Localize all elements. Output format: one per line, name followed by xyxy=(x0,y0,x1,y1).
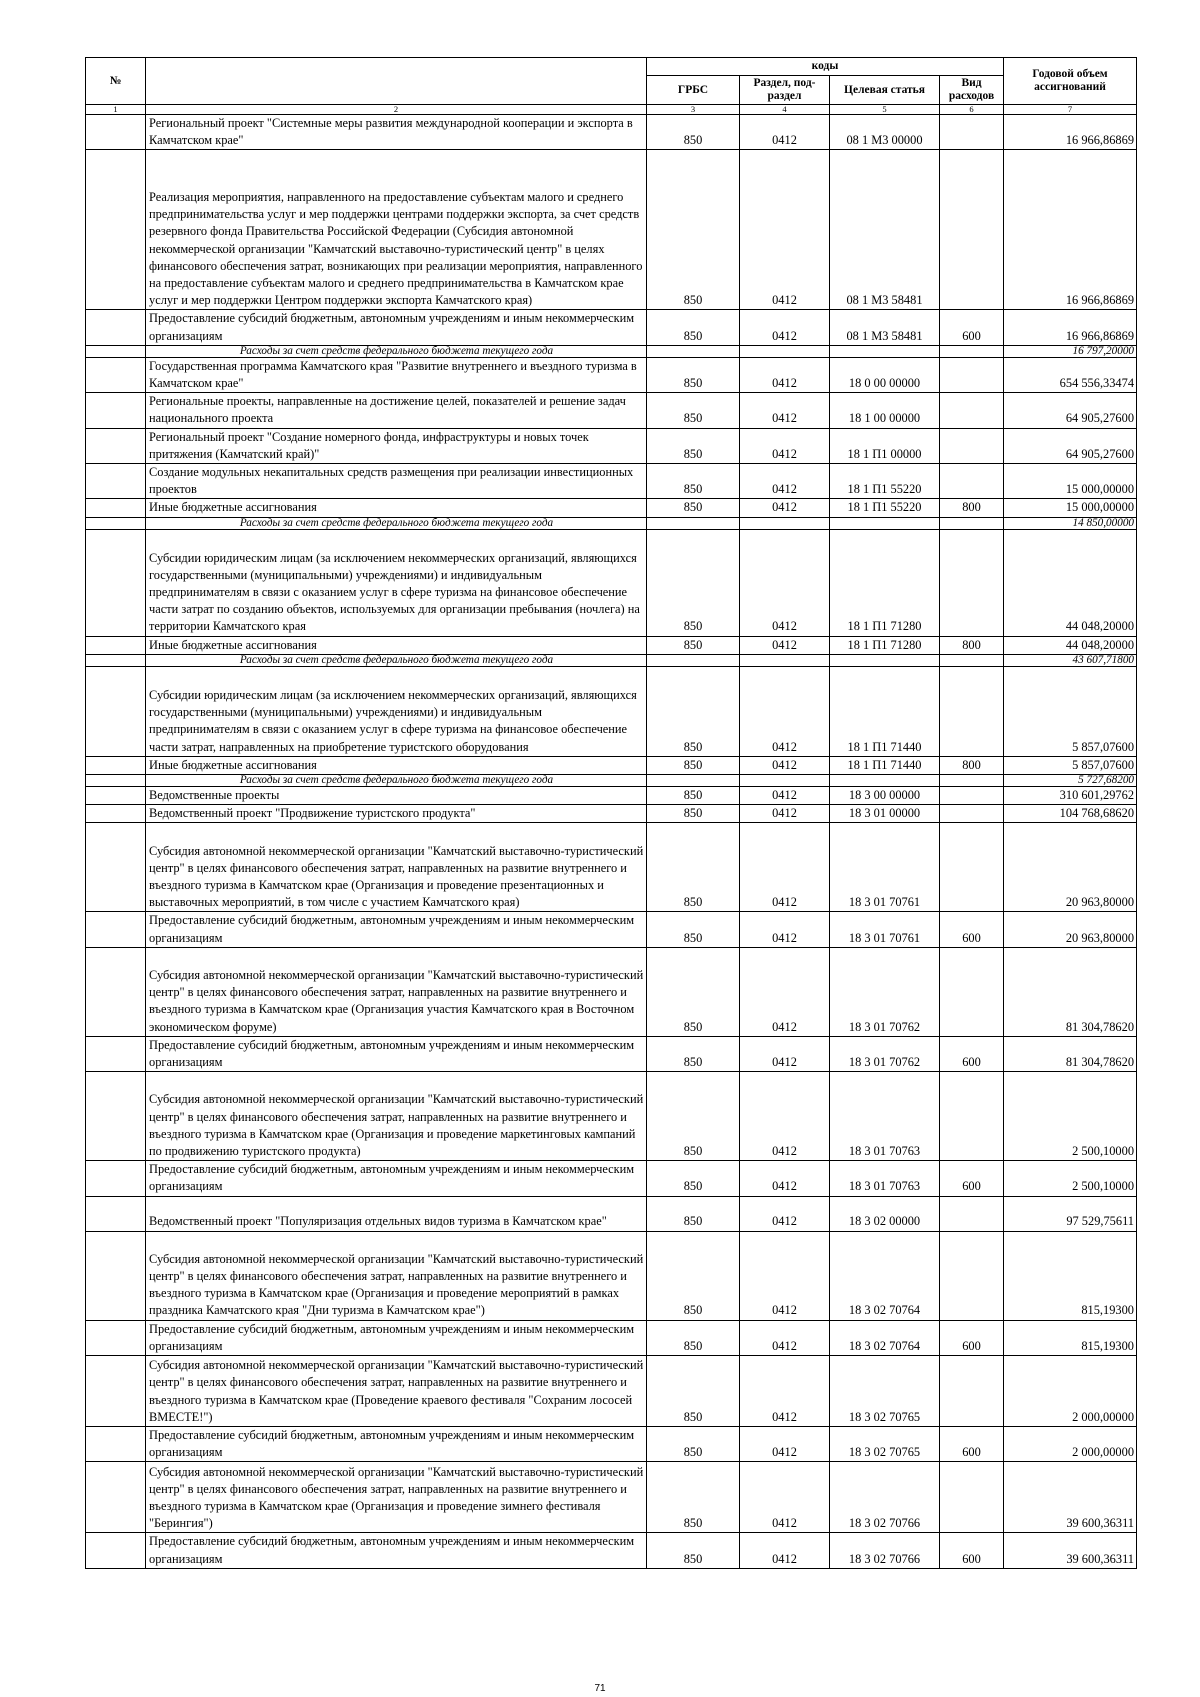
expense-type-cell xyxy=(940,1462,1004,1533)
razdel-cell xyxy=(740,775,830,787)
table-row xyxy=(86,1161,1137,1196)
grbs-cell: 850 xyxy=(647,464,740,499)
target-article-cell: 18 3 02 70765 xyxy=(830,1427,940,1462)
amount-cell: 5 857,07600 xyxy=(1004,756,1137,774)
expense-type-cell xyxy=(940,393,1004,428)
grbs-cell: 850 xyxy=(647,310,740,345)
row-number-cell xyxy=(86,912,146,947)
item-name-cell: Субсидии юридическим лицам (за исключением некоммерческих организаций, являющихся государственными (муниципальными) учреждениями) и индивидуальным предпринимателям в связи с оказанием услуг в сфере туризма на финансовое обеспечение части затрат, направленных на приобретение туристского оборудования xyxy=(146,666,647,756)
column-number: 1 xyxy=(86,105,146,115)
razdel-cell: 0412 xyxy=(740,1320,830,1355)
amount-cell: 20 963,80000 xyxy=(1004,912,1137,947)
razdel-cell: 0412 xyxy=(740,1196,830,1231)
row-number-cell xyxy=(86,1356,146,1427)
row-number-cell xyxy=(86,823,146,912)
amount-cell: 81 304,78620 xyxy=(1004,947,1137,1036)
row-number-cell xyxy=(86,636,146,654)
expense-type-cell xyxy=(940,947,1004,1036)
federal-budget-row xyxy=(86,517,1137,529)
amount-cell: 97 529,75611 xyxy=(1004,1196,1137,1231)
amount-cell: 310 601,29762 xyxy=(1004,787,1137,805)
row-number-cell xyxy=(86,775,146,787)
item-name-cell: Иные бюджетные ассигнования xyxy=(146,636,647,654)
table-row xyxy=(86,1320,1137,1355)
table-row xyxy=(86,357,1137,392)
table-row xyxy=(86,1231,1137,1320)
razdel-cell: 0412 xyxy=(740,499,830,517)
item-name-cell: Региональный проект "Создание номерного фонда, инфраструктуры и новых точек притяжения (Камчатский край)" xyxy=(146,428,647,463)
expense-type-cell xyxy=(940,115,1004,150)
target-article-cell: 18 1 П1 55220 xyxy=(830,464,940,499)
amount-cell: 16 966,86869 xyxy=(1004,150,1137,310)
column-number: 2 xyxy=(146,105,647,115)
amount-cell: 15 000,00000 xyxy=(1004,464,1137,499)
razdel-cell: 0412 xyxy=(740,787,830,805)
expense-type-cell xyxy=(940,775,1004,787)
razdel-cell: 0412 xyxy=(740,805,830,823)
razdel-cell xyxy=(740,345,830,357)
expense-type-cell xyxy=(940,345,1004,357)
grbs-cell: 850 xyxy=(647,1161,740,1196)
grbs-cell: 850 xyxy=(647,823,740,912)
row-number-cell xyxy=(86,428,146,463)
column-number: 5 xyxy=(830,105,940,115)
target-article-cell: 08 1 M3 58481 xyxy=(830,150,940,310)
item-name-cell: Государственная программа Камчатского края "Развитие внутреннего и въездного туризма в Камчатском крае" xyxy=(146,357,647,392)
row-number-cell xyxy=(86,666,146,756)
razdel-cell: 0412 xyxy=(740,1072,830,1161)
amount-cell: 2 000,00000 xyxy=(1004,1427,1137,1462)
target-article-cell: 18 1 П1 71440 xyxy=(830,666,940,756)
table-row xyxy=(86,428,1137,463)
amount-cell: 16 966,86869 xyxy=(1004,115,1137,150)
table-row xyxy=(86,666,1137,756)
grbs-cell: 850 xyxy=(647,1072,740,1161)
target-article-cell: 18 3 00 00000 xyxy=(830,787,940,805)
amount-cell: 2 500,10000 xyxy=(1004,1161,1137,1196)
header-annual-volume: Годовой объем ассигнований xyxy=(1004,58,1137,105)
item-name-cell: Расходы за счет средств федерального бюджета текущего года xyxy=(146,517,647,529)
amount-cell: 14 850,00000 xyxy=(1004,517,1137,529)
grbs-cell xyxy=(647,654,740,666)
item-name-cell: Предоставление субсидий бюджетным, автономным учреждениям и иным некоммерческим организациям xyxy=(146,310,647,345)
amount-cell: 16 797,20000 xyxy=(1004,345,1137,357)
column-number: 7 xyxy=(1004,105,1137,115)
item-name-cell: Субсидия автономной некоммерческой организации "Камчатский выставочно-туристический центр" в целях финансового обеспечения затрат, направленных на развитие внутреннего и въездного туризма в Камчатском крае (Организация и проведение презентационных и выставочных мероприятий, в том числе с участием Камчатского края) xyxy=(146,823,647,912)
page-number: 71 xyxy=(594,1683,606,1694)
grbs-cell: 850 xyxy=(647,805,740,823)
table-row xyxy=(86,115,1137,150)
razdel-cell: 0412 xyxy=(740,1356,830,1427)
header-codes: коды xyxy=(647,58,1004,76)
row-number-cell xyxy=(86,1196,146,1231)
target-article-cell: 18 3 02 00000 xyxy=(830,1196,940,1231)
grbs-cell: 850 xyxy=(647,912,740,947)
razdel-cell xyxy=(740,517,830,529)
column-number: 6 xyxy=(940,105,1004,115)
column-number: 3 xyxy=(647,105,740,115)
amount-cell: 39 600,36311 xyxy=(1004,1462,1137,1533)
header-target-article: Целевая статья xyxy=(830,76,940,105)
razdel-cell: 0412 xyxy=(740,912,830,947)
row-number-cell xyxy=(86,787,146,805)
budget-table-container xyxy=(85,57,1136,1569)
target-article-cell: 18 3 01 70763 xyxy=(830,1161,940,1196)
amount-cell: 43 607,71800 xyxy=(1004,654,1137,666)
target-article-cell: 18 3 01 70762 xyxy=(830,1036,940,1071)
expense-type-cell xyxy=(940,1196,1004,1231)
expense-type-cell xyxy=(940,428,1004,463)
item-name-cell: Расходы за счет средств федерального бюджета текущего года xyxy=(146,775,647,787)
amount-cell: 64 905,27600 xyxy=(1004,428,1137,463)
expense-type-cell xyxy=(940,1356,1004,1427)
amount-cell: 44 048,20000 xyxy=(1004,636,1137,654)
table-row xyxy=(86,464,1137,499)
header-grbs: ГРБС xyxy=(647,76,740,105)
target-article-cell: 08 1 M3 00000 xyxy=(830,115,940,150)
grbs-cell: 850 xyxy=(647,756,740,774)
grbs-cell: 850 xyxy=(647,666,740,756)
expense-type-cell: 800 xyxy=(940,499,1004,517)
row-number-cell xyxy=(86,1427,146,1462)
expense-type-cell xyxy=(940,1072,1004,1161)
target-article-cell: 18 0 00 00000 xyxy=(830,357,940,392)
amount-cell: 815,19300 xyxy=(1004,1320,1137,1355)
row-number-cell xyxy=(86,357,146,392)
razdel-cell: 0412 xyxy=(740,756,830,774)
grbs-cell: 850 xyxy=(647,115,740,150)
razdel-cell: 0412 xyxy=(740,464,830,499)
row-number-cell xyxy=(86,756,146,774)
target-article-cell: 18 3 01 70761 xyxy=(830,912,940,947)
expense-type-cell: 600 xyxy=(940,1320,1004,1355)
target-article-cell: 18 3 02 70765 xyxy=(830,1356,940,1427)
grbs-cell: 850 xyxy=(647,1462,740,1533)
amount-cell: 654 556,33474 xyxy=(1004,357,1137,392)
razdel-cell: 0412 xyxy=(740,428,830,463)
razdel-cell: 0412 xyxy=(740,1161,830,1196)
target-article-cell: 18 3 01 70761 xyxy=(830,823,940,912)
federal-budget-row xyxy=(86,654,1137,666)
table-row xyxy=(86,1072,1137,1161)
column-number: 4 xyxy=(740,105,830,115)
razdel-cell: 0412 xyxy=(740,1036,830,1071)
item-name-cell: Региональный проект "Системные меры развития международной кооперации и экспорта в Камчатском крае" xyxy=(146,115,647,150)
expense-type-cell xyxy=(940,517,1004,529)
grbs-cell: 850 xyxy=(647,393,740,428)
row-number-cell xyxy=(86,310,146,345)
table-row xyxy=(86,1533,1137,1568)
expense-type-cell xyxy=(940,805,1004,823)
table-row xyxy=(86,1036,1137,1071)
target-article-cell: 18 3 02 70766 xyxy=(830,1462,940,1533)
expense-type-cell xyxy=(940,787,1004,805)
row-number-cell xyxy=(86,1161,146,1196)
expense-type-cell xyxy=(940,464,1004,499)
grbs-cell: 850 xyxy=(647,1036,740,1071)
grbs-cell: 850 xyxy=(647,529,740,636)
target-article-cell: 18 1 П1 71440 xyxy=(830,756,940,774)
item-name-cell: Субсидия автономной некоммерческой организации "Камчатский выставочно-туристический центр" в целях финансового обеспечения затрат, направленных на развитие внутреннего и въездного туризма в Камчатском крае (Организация и проведение зимнего фестиваля "Берингия") xyxy=(146,1462,647,1533)
table-row xyxy=(86,636,1137,654)
grbs-cell: 850 xyxy=(647,150,740,310)
target-article-cell xyxy=(830,517,940,529)
item-name-cell: Создание модульных некапитальных средств размещения при реализации инвестиционных проектов xyxy=(146,464,647,499)
item-name-cell: Региональные проекты, направленные на достижение целей, показателей и решение задач национального проекта xyxy=(146,393,647,428)
row-number-cell xyxy=(86,1231,146,1320)
item-name-cell: Предоставление субсидий бюджетным, автономным учреждениям и иным некоммерческим организациям xyxy=(146,1320,647,1355)
row-number-cell xyxy=(86,1072,146,1161)
target-article-cell: 18 3 01 70763 xyxy=(830,1072,940,1161)
grbs-cell: 850 xyxy=(647,1356,740,1427)
header-name xyxy=(146,58,647,105)
razdel-cell: 0412 xyxy=(740,115,830,150)
expense-type-cell: 600 xyxy=(940,1427,1004,1462)
razdel-cell: 0412 xyxy=(740,310,830,345)
row-number-cell xyxy=(86,464,146,499)
grbs-cell: 850 xyxy=(647,357,740,392)
expense-type-cell xyxy=(940,823,1004,912)
target-article-cell: 08 1 M3 58481 xyxy=(830,310,940,345)
item-name-cell: Иные бюджетные ассигнования xyxy=(146,756,647,774)
expense-type-cell: 600 xyxy=(940,912,1004,947)
target-article-cell xyxy=(830,775,940,787)
grbs-cell: 850 xyxy=(647,1427,740,1462)
target-article-cell: 18 1 П1 55220 xyxy=(830,499,940,517)
grbs-cell: 850 xyxy=(647,428,740,463)
amount-cell: 20 963,80000 xyxy=(1004,823,1137,912)
table-row xyxy=(86,1427,1137,1462)
grbs-cell: 850 xyxy=(647,636,740,654)
item-name-cell: Субсидии юридическим лицам (за исключением некоммерческих организаций, являющихся государственными (муниципальными) учреждениями) и индивидуальным предпринимателям в связи с оказанием услуг в сфере туризма на финансовое обеспечение части затрат по созданию объектов, используемых для организации пребывания (ночлега) на территории Камчатского края xyxy=(146,529,647,636)
target-article-cell: 18 3 02 70764 xyxy=(830,1320,940,1355)
expense-type-cell xyxy=(940,654,1004,666)
razdel-cell: 0412 xyxy=(740,357,830,392)
table-row xyxy=(86,150,1137,310)
amount-cell: 2 000,00000 xyxy=(1004,1356,1137,1427)
target-article-cell xyxy=(830,654,940,666)
amount-cell: 815,19300 xyxy=(1004,1231,1137,1320)
table-body xyxy=(86,115,1137,1569)
table-row xyxy=(86,1196,1137,1231)
item-name-cell: Расходы за счет средств федерального бюджета текущего года xyxy=(146,345,647,357)
grbs-cell xyxy=(647,775,740,787)
amount-cell: 15 000,00000 xyxy=(1004,499,1137,517)
grbs-cell: 850 xyxy=(647,1320,740,1355)
target-article-cell: 18 1 00 00000 xyxy=(830,393,940,428)
target-article-cell: 18 3 01 70762 xyxy=(830,947,940,1036)
razdel-cell xyxy=(740,654,830,666)
expense-type-cell xyxy=(940,529,1004,636)
grbs-cell xyxy=(647,345,740,357)
item-name-cell: Ведомственный проект "Популяризация отдельных видов туризма в Камчатском крае" xyxy=(146,1196,647,1231)
grbs-cell xyxy=(647,517,740,529)
target-article-cell: 18 1 П1 00000 xyxy=(830,428,940,463)
header-num: № xyxy=(86,58,146,105)
amount-cell: 16 966,86869 xyxy=(1004,310,1137,345)
item-name-cell: Ведомственные проекты xyxy=(146,787,647,805)
table-row xyxy=(86,1462,1137,1533)
row-number-cell xyxy=(86,1036,146,1071)
table-row xyxy=(86,947,1137,1036)
table-row xyxy=(86,823,1137,912)
column-number-row xyxy=(86,105,1137,115)
row-number-cell xyxy=(86,1462,146,1533)
table-row xyxy=(86,529,1137,636)
item-name-cell: Реализация мероприятия, направленного на предоставление субъектам малого и среднего предпринимательства услуг и мер поддержки центрами поддержки экспорта, за счет средств резервного фонда Правительства Российской Федерации (Субсидия автономной некоммерческой организации "Камчатский выставочно-туристический центр" в целях финансового обеспечения затрат, возникающих при реализации мероприятия, направленного на предоставление субъектам малого и среднего предпринимательства в Камчатском крае услуг и мер поддержки Центром поддержки экспорта Камчатского края) xyxy=(146,150,647,310)
item-name-cell: Субсидия автономной некоммерческой организации "Камчатский выставочно-туристический центр" в целях финансового обеспечения затрат, направленных на развитие внутреннего и въездного туризма в Камчатском крае (Организация и проведение мероприятий в рамках праздника Камчатского края "Дни туризма в Камчатском крае") xyxy=(146,1231,647,1320)
razdel-cell: 0412 xyxy=(740,823,830,912)
header-expense-type: Вид расходов xyxy=(940,76,1004,105)
razdel-cell: 0412 xyxy=(740,1231,830,1320)
federal-budget-row xyxy=(86,775,1137,787)
item-name-cell: Предоставление субсидий бюджетным, автономным учреждениям и иным некоммерческим организациям xyxy=(146,1036,647,1071)
item-name-cell: Предоставление субсидий бюджетным, автономным учреждениям и иным некоммерческим организациям xyxy=(146,912,647,947)
expense-type-cell: 600 xyxy=(940,1161,1004,1196)
razdel-cell: 0412 xyxy=(740,1427,830,1462)
item-name-cell: Субсидия автономной некоммерческой организации "Камчатский выставочно-туристический центр" в целях финансового обеспечения затрат, направленных на развитие внутреннего и въездного туризма в Камчатском крае (Организация участия Камчатского края в Восточном экономическом форуме) xyxy=(146,947,647,1036)
expense-type-cell: 800 xyxy=(940,636,1004,654)
row-number-cell xyxy=(86,654,146,666)
razdel-cell: 0412 xyxy=(740,666,830,756)
row-number-cell xyxy=(86,805,146,823)
table-row xyxy=(86,805,1137,823)
item-name-cell: Предоставление субсидий бюджетным, автономным учреждениям и иным некоммерческим организациям xyxy=(146,1427,647,1462)
row-number-cell xyxy=(86,150,146,310)
table-row xyxy=(86,756,1137,774)
razdel-cell: 0412 xyxy=(740,636,830,654)
item-name-cell: Иные бюджетные ассигнования xyxy=(146,499,647,517)
amount-cell: 5 857,07600 xyxy=(1004,666,1137,756)
budget-table xyxy=(85,57,1137,1569)
amount-cell: 81 304,78620 xyxy=(1004,1036,1137,1071)
row-number-cell xyxy=(86,499,146,517)
expense-type-cell xyxy=(940,357,1004,392)
target-article-cell: 18 3 02 70764 xyxy=(830,1231,940,1320)
grbs-cell: 850 xyxy=(647,499,740,517)
razdel-cell: 0412 xyxy=(740,947,830,1036)
row-number-cell xyxy=(86,345,146,357)
target-article-cell: 18 1 П1 71280 xyxy=(830,636,940,654)
row-number-cell xyxy=(86,517,146,529)
item-name-cell: Ведомственный проект "Продвижение туристского продукта" xyxy=(146,805,647,823)
razdel-cell: 0412 xyxy=(740,529,830,636)
target-article-cell: 18 1 П1 71280 xyxy=(830,529,940,636)
table-row xyxy=(86,912,1137,947)
row-number-cell xyxy=(86,393,146,428)
razdel-cell: 0412 xyxy=(740,393,830,428)
table-row xyxy=(86,1356,1137,1427)
amount-cell: 2 500,10000 xyxy=(1004,1072,1137,1161)
row-number-cell xyxy=(86,1320,146,1355)
target-article-cell xyxy=(830,345,940,357)
target-article-cell: 18 3 01 00000 xyxy=(830,805,940,823)
table-row xyxy=(86,499,1137,517)
razdel-cell: 0412 xyxy=(740,1533,830,1568)
amount-cell: 44 048,20000 xyxy=(1004,529,1137,636)
target-article-cell: 18 3 02 70766 xyxy=(830,1533,940,1568)
expense-type-cell xyxy=(940,1231,1004,1320)
table-row xyxy=(86,393,1137,428)
amount-cell: 5 727,68200 xyxy=(1004,775,1137,787)
row-number-cell xyxy=(86,115,146,150)
expense-type-cell xyxy=(940,150,1004,310)
table-header xyxy=(86,58,1137,115)
table-row xyxy=(86,310,1137,345)
row-number-cell xyxy=(86,1533,146,1568)
header-razdel: Раздел, под-раздел xyxy=(740,76,830,105)
grbs-cell: 850 xyxy=(647,1231,740,1320)
expense-type-cell: 600 xyxy=(940,310,1004,345)
amount-cell: 104 768,68620 xyxy=(1004,805,1137,823)
razdel-cell: 0412 xyxy=(740,150,830,310)
amount-cell: 64 905,27600 xyxy=(1004,393,1137,428)
amount-cell: 39 600,36311 xyxy=(1004,1533,1137,1568)
federal-budget-row xyxy=(86,345,1137,357)
expense-type-cell: 600 xyxy=(940,1533,1004,1568)
item-name-cell: Субсидия автономной некоммерческой организации "Камчатский выставочно-туристический центр" в целях финансового обеспечения затрат, направленных на развитие внутреннего и въездного туризма в Камчатском крае (Организация и проведение маркетинговых кампаний по продвижению туристского продукта) xyxy=(146,1072,647,1161)
grbs-cell: 850 xyxy=(647,1533,740,1568)
item-name-cell: Предоставление субсидий бюджетным, автономным учреждениям и иным некоммерческим организациям xyxy=(146,1161,647,1196)
razdel-cell: 0412 xyxy=(740,1462,830,1533)
grbs-cell: 850 xyxy=(647,787,740,805)
table-row xyxy=(86,787,1137,805)
grbs-cell: 850 xyxy=(647,1196,740,1231)
expense-type-cell xyxy=(940,666,1004,756)
item-name-cell: Предоставление субсидий бюджетным, автономным учреждениям и иным некоммерческим организациям xyxy=(146,1533,647,1568)
item-name-cell: Расходы за счет средств федерального бюджета текущего года xyxy=(146,654,647,666)
row-number-cell xyxy=(86,947,146,1036)
row-number-cell xyxy=(86,529,146,636)
item-name-cell: Субсидия автономной некоммерческой организации "Камчатский выставочно-туристический центр" в целях финансового обеспечения затрат, направленных на развитие внутреннего и въездного туризма в Камчатском крае (Проведение краевого фестиваля "Сохраним лососей ВМЕСТЕ!") xyxy=(146,1356,647,1427)
expense-type-cell: 800 xyxy=(940,756,1004,774)
expense-type-cell: 600 xyxy=(940,1036,1004,1071)
grbs-cell: 850 xyxy=(647,947,740,1036)
